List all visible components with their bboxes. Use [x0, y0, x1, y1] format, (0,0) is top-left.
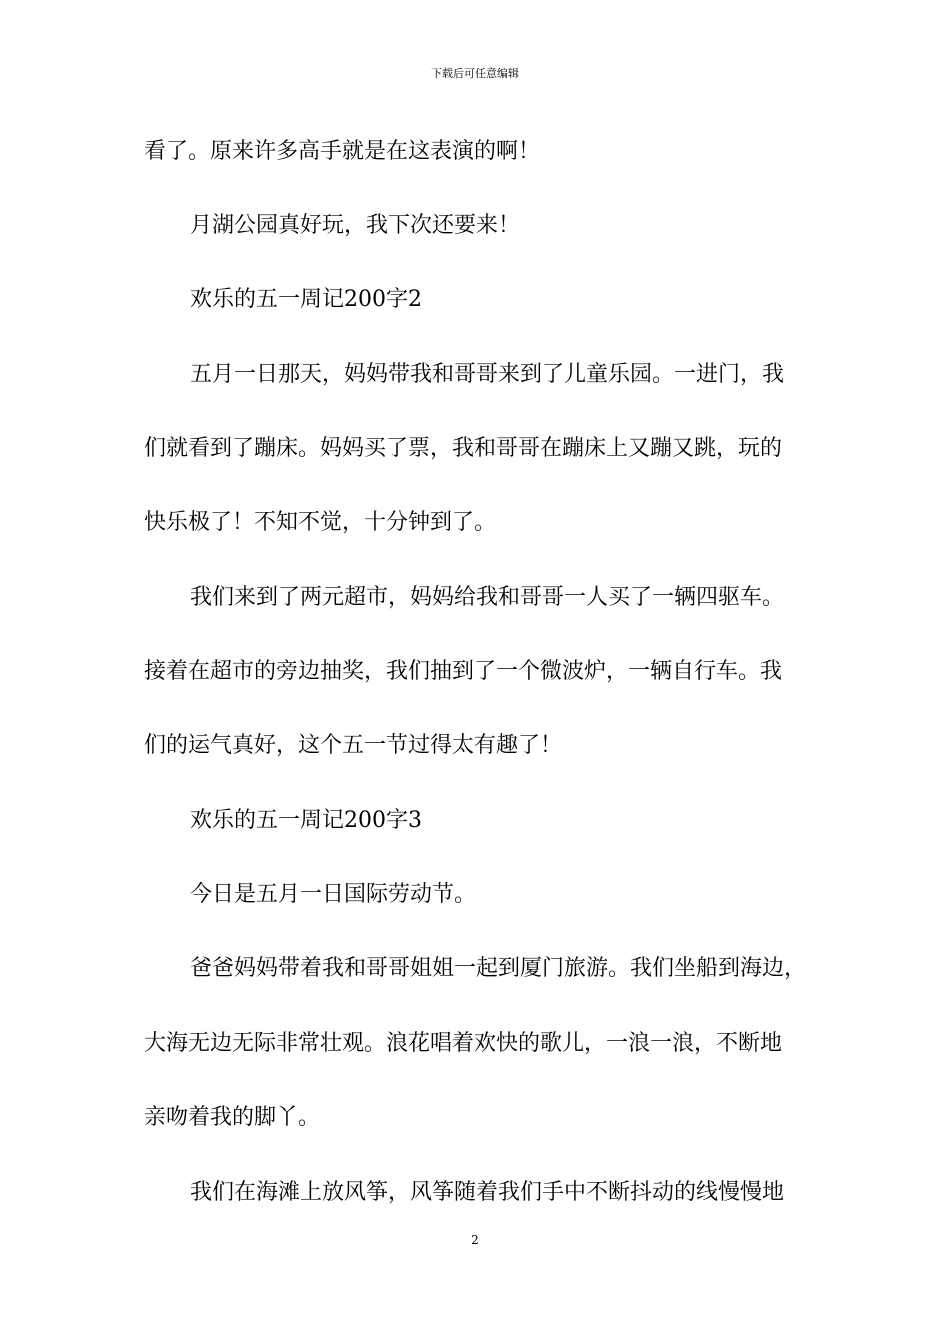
text-line: 我们来到了两元超市，妈妈给我和哥哥一人买了一辆四驱车。 [190, 585, 785, 610]
text-line: 们的运气真好，这个五一节过得太有趣了！ [144, 733, 563, 758]
text-line: 亲吻着我的脚丫。 [144, 1105, 321, 1130]
text-line: 看了。原来许多高手就是在这表演的啊！ [144, 139, 541, 164]
text-line: 我们在海滩上放风筝，风筝随着我们手中不断抖动的线慢慢地 [190, 1180, 785, 1205]
text-line: 爸爸妈妈带着我和哥哥姐姐一起到厦门旅游。我们坐船到海边， [190, 956, 807, 981]
text-line: 接着在超市的旁边抽奖，我们抽到了一个微波炉，一辆自行车。我 [144, 659, 783, 684]
text-line: 月湖公园真好玩，我下次还要来！ [190, 213, 521, 238]
page-number: 2 [471, 1233, 479, 1247]
text-line: 今日是五月一日国际劳动节。 [190, 882, 477, 907]
section-heading: 欢乐的五一周记200字3 [190, 808, 422, 833]
section-heading: 欢乐的五一周记200字2 [190, 287, 422, 312]
text-line: 五月一日那天，妈妈带我和哥哥来到了儿童乐园。一进门，我 [190, 362, 785, 387]
text-line: 们就看到了蹦床。妈妈买了票，我和哥哥在蹦床上又蹦又跳，玩的 [144, 436, 783, 461]
text-line: 大海无边无际非常壮观。浪花唱着欢快的歌儿，一浪一浪，不断地 [144, 1031, 783, 1056]
page-header: 下载后可任意编辑 [431, 67, 519, 80]
text-line: 快乐极了！不知不觉，十分钟到了。 [144, 510, 497, 535]
